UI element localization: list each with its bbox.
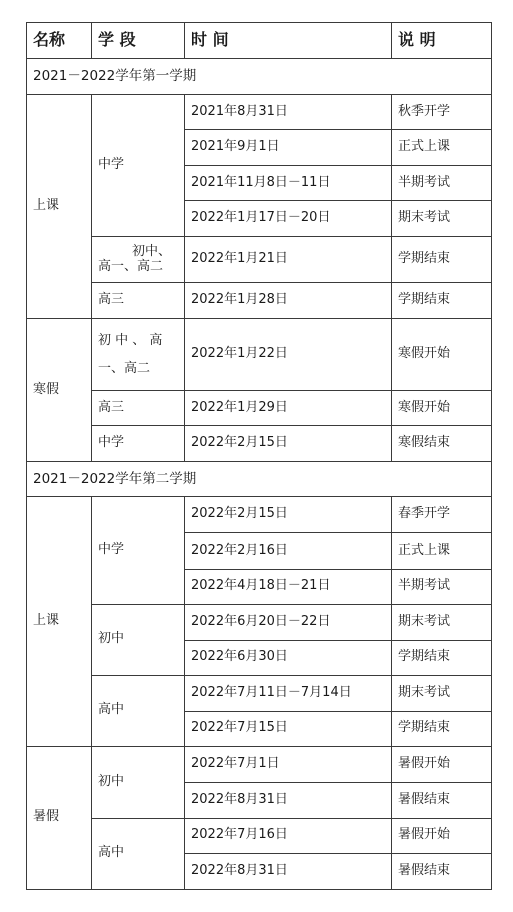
note-cell: 半期考试 [392,166,492,201]
semester2-stage-middle: 中学 [92,497,185,604]
time-cell: 2022年7月11日－7月14日 [185,675,392,711]
note-cell: 正式上课 [392,130,492,166]
table-row [27,497,492,533]
note-cell: 暑假结束 [392,782,492,818]
table-row [27,283,492,319]
vacation-stage-senior3: 高三 [92,391,185,426]
time-cell: 2022年8月31日 [185,782,392,818]
header-name: 名称 [27,23,92,59]
semester2-class-name: 上课 [27,497,92,746]
time-cell: 2022年2月15日 [185,426,392,462]
time-cell: 2022年1月29日 [185,391,392,426]
note-cell: 期末考试 [392,201,492,237]
time-cell: 2022年4月18日－21日 [185,569,392,604]
time-cell: 2021年11月8日－11日 [185,166,392,201]
header-stage: 学 段 [92,23,185,59]
header-row [27,23,492,59]
vacation-stage-middle: 中学 [92,426,185,462]
note-cell: 春季开学 [392,497,492,533]
stage-line-2: 高一、高二 [98,258,164,274]
time-cell: 2022年6月20日－22日 [185,604,392,640]
summer-stage-junior: 初中 [92,746,185,818]
time-cell: 2022年1月22日 [185,319,392,391]
time-cell: 2022年6月30日 [185,640,392,675]
stage-line-2: 一、高二 [98,360,151,376]
time-cell: 2022年7月1日 [185,746,392,782]
note-cell: 学期结束 [392,283,492,319]
stage-line-1: 初 中 、 高 [98,332,163,348]
semester1-title: 2021－2022学年第一学期 [27,59,492,95]
time-cell: 2022年7月16日 [185,818,392,853]
table-row [27,818,492,853]
note-cell: 暑假结束 [392,853,492,889]
time-cell: 2022年7月15日 [185,711,392,746]
table-row [27,426,492,462]
time-cell: 2022年2月15日 [185,497,392,533]
time-cell: 2021年9月1日 [185,130,392,166]
time-cell: 2022年8月31日 [185,853,392,889]
semester1-vacation-name: 寒假 [27,319,92,462]
table-row [27,319,492,391]
note-cell: 秋季开学 [392,95,492,130]
header-note: 说 明 [392,23,492,59]
time-cell: 2022年1月28日 [185,283,392,319]
note-cell: 暑假开始 [392,746,492,782]
note-cell: 学期结束 [392,711,492,746]
header-time: 时 间 [185,23,392,59]
semester1-stage-middle: 中学 [92,95,185,237]
note-cell: 半期考试 [392,569,492,604]
table-row [27,604,492,640]
semester2-title: 2021－2022学年第二学期 [27,462,492,497]
table-row [27,746,492,782]
note-cell: 期末考试 [392,604,492,640]
semester1-stage-senior3: 高三 [92,283,185,319]
stage-line-1: 初中、 [132,243,172,259]
semester-title-row [27,462,492,497]
note-cell: 期末考试 [392,675,492,711]
time-cell: 2022年1月21日 [185,237,392,283]
note-cell: 寒假开始 [392,391,492,426]
semester-title-row [27,59,492,95]
semester2-vacation-name: 暑假 [27,746,92,889]
note-cell: 学期结束 [392,237,492,283]
table-row [27,95,492,130]
time-cell: 2021年8月31日 [185,95,392,130]
semester2-stage-senior: 高中 [92,675,185,746]
table-row [27,391,492,426]
note-cell: 寒假结束 [392,426,492,462]
table-row [27,675,492,711]
vacation-stage-junior-senior [92,319,185,391]
semester1-class-name: 上课 [27,95,92,319]
note-cell: 学期结束 [392,640,492,675]
table-row [27,237,492,283]
school-calendar-table [26,22,492,890]
time-cell: 2022年2月16日 [185,533,392,569]
note-cell: 暑假开始 [392,818,492,853]
semester2-stage-junior: 初中 [92,604,185,675]
summer-stage-senior: 高中 [92,818,185,889]
note-cell: 正式上课 [392,533,492,569]
semester1-stage-junior-senior [92,237,185,283]
note-cell: 寒假开始 [392,319,492,391]
time-cell: 2022年1月17日－20日 [185,201,392,237]
